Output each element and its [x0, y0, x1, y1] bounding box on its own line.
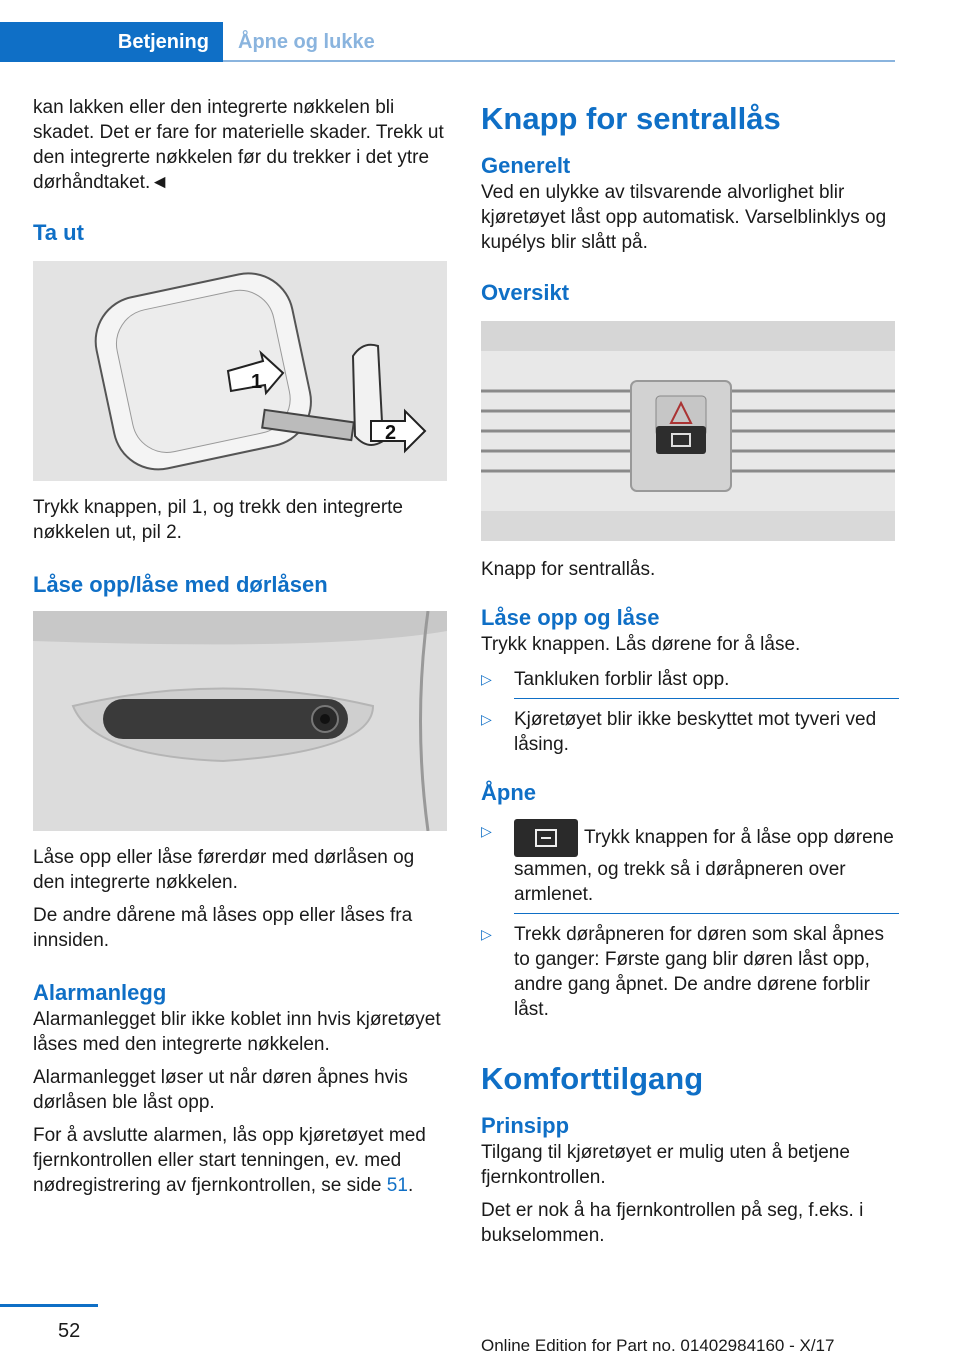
heading-alarm: Alarmanlegg [33, 980, 167, 1005]
triangle-bullet-icon: ▷ [481, 823, 492, 839]
left-column [33, 95, 451, 1208]
bullet-text: Kjøretøyet blir ikke beskyttet mot tyveri ved låsing. [514, 709, 877, 755]
bullet-divider [514, 913, 899, 914]
heading-door-lock: Låse opp/låse med dørlåsen [33, 572, 328, 597]
list-item [481, 667, 899, 692]
figure-door-handle [33, 611, 447, 831]
bullet-divider [514, 698, 899, 699]
paragraph-principle-1: Tilgang til kjøretøyet er mulig uten å betjene fjernkontrollen. [481, 1142, 850, 1188]
paragraph-warning: kan lakken eller den integrerte nøkkelen bli skadet. Det er fare for materielle skader. Trekk ut den integrerte nøkkelen før du trekker i det ytre dørhåndtaket.◄ [33, 97, 444, 193]
tab-apne-og-lukke[interactable]: Åpne og lukke [238, 31, 375, 53]
page-number: 52 [58, 1320, 81, 1342]
list-item [481, 819, 899, 907]
list-item [481, 922, 899, 1022]
paragraph-unlock-lock: Trykk knappen. Lås dørene for å låse. [481, 634, 801, 655]
paragraph-general: Ved en ulykke av tilsvarende alvorlighet blir kjøretøyet låst opp automatisk. Varselblinklys og kupélys blir slått på. [481, 182, 887, 253]
heading-open: Åpne [481, 780, 536, 805]
heading-unlock-lock: Låse opp og låse [481, 605, 660, 630]
triangle-bullet-icon: ▷ [481, 711, 492, 727]
key-removal-illustration [33, 261, 447, 481]
heading-central-lock: Knapp for sentrallås [481, 101, 781, 136]
paragraph-alarm-3 [33, 1123, 451, 1198]
unlock-door-button-icon [514, 819, 578, 857]
heading-comfort-access: Komforttilgang [481, 1061, 704, 1096]
tab-betjening[interactable]: Betjening [0, 22, 223, 62]
bullet-list-open [481, 819, 899, 1022]
arrow-label-2: 2 [385, 422, 397, 444]
paragraph-principle-2: Det er nok å ha fjernkontrollen på seg, f.eks. i bukselommen. [481, 1200, 864, 1246]
triangle-bullet-icon: ▷ [481, 926, 492, 942]
figure-central-lock-button [481, 321, 895, 541]
heading-overview: Oversikt [481, 280, 570, 305]
page-link-51[interactable]: 51 [386, 1175, 408, 1196]
paragraph-take-out: Trykk knappen, pil 1, og trekk den integrerte nøkkelen ut, pil 2. [33, 497, 403, 543]
footer-rule [0, 1304, 98, 1307]
heading-ta-ut: Ta ut [33, 220, 84, 245]
footer-edition: Online Edition for Part no. 01402984160 - X/17 [481, 1336, 835, 1355]
heading-principle: Prinsipp [481, 1113, 570, 1138]
triangle-bullet-icon: ▷ [481, 671, 492, 687]
paragraph-overview-caption: Knapp for sentrallås. [481, 559, 656, 580]
right-column [481, 100, 899, 1258]
door-handle-illustration [33, 611, 447, 831]
alarm-3-text: For å avslutte alarmen, lås opp kjøretøyet med fjernkontrollen eller start tenningen, ev. med nødregistrering av fjernkontrollen, se side [33, 1125, 426, 1196]
alarm-3-end: . [407, 1175, 414, 1196]
central-lock-illustration [481, 321, 895, 541]
heading-general: Generelt [481, 153, 571, 178]
bullet-list-unlock [481, 667, 899, 757]
paragraph-alarm-2: Alarmanlegget løser ut når døren åpnes hvis dørlåsen ble låst opp. [33, 1067, 408, 1113]
bullet-text: Trykk knappen for å låse opp dørene sammen, og trekk så i døråpneren over armlenet. [514, 827, 894, 905]
paragraph-alarm-1: Alarmanlegget blir ikke koblet inn hvis kjøretøyet låses med den integrerte nøkkelen. [33, 1009, 441, 1055]
list-item [481, 707, 899, 757]
figure-key-removal [33, 261, 447, 481]
bullet-text: Tankluken forblir låst opp. [514, 669, 730, 690]
arrow-label-1: 1 [251, 371, 263, 393]
paragraph-door-2: De andre dårene må låses opp eller låses fra innsiden. [33, 905, 413, 951]
paragraph-door-1: Låse opp eller låse førerdør med dørlåsen og den integrerte nøkkelen. [33, 847, 415, 893]
bullet-text: Trekk døråpneren for døren som skal åpnes to ganger: Første gang blir døren låst opp, andre gang åpnet. De andre dørene forblir låst. [514, 924, 884, 1020]
header-bar [0, 0, 895, 62]
